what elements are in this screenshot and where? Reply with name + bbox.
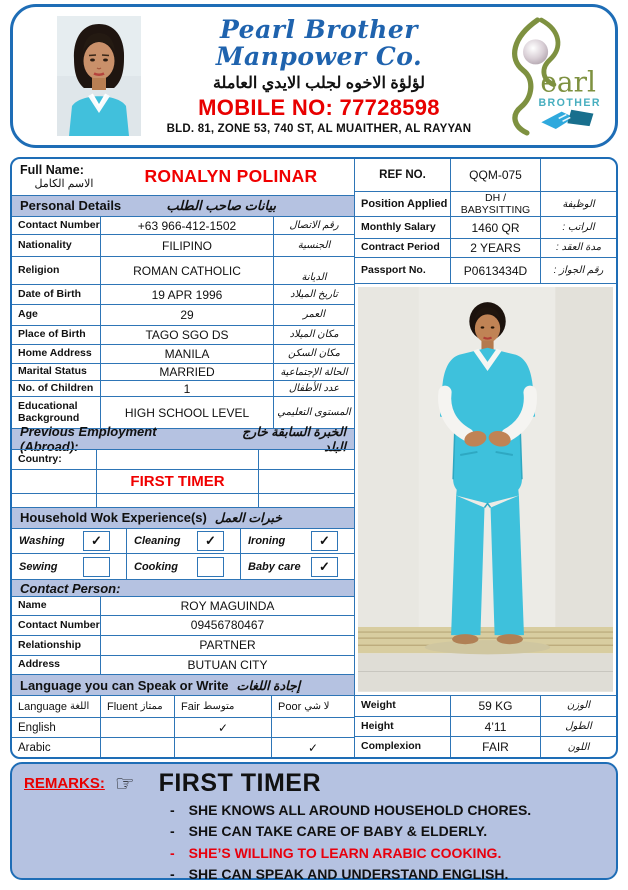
ref-label: REF NO. (379, 169, 426, 182)
table-row (355, 736, 616, 757)
row-value: MANILA (100, 345, 273, 363)
contact-person-title: Contact Person: (20, 580, 121, 596)
row-arabic: العمر (273, 305, 354, 325)
row-arabic: رقم الجواز : (540, 258, 616, 284)
experience-label: Cooking (134, 560, 178, 573)
row-value: DH / BABYSITTING (450, 192, 540, 216)
full-name-label-arabic: الاسم الكامل (34, 178, 94, 191)
arabic-fluent-check (100, 738, 174, 757)
experience-label: Cleaning (134, 535, 181, 547)
household-experience-title: Household Wok Experience(s) (20, 510, 207, 526)
language-name: English (18, 721, 56, 734)
row-arabic: الجنسية (273, 235, 354, 256)
checkbox-cleaning: ✓ (197, 531, 224, 551)
pointing-hand-icon: ☞ (114, 770, 135, 796)
checkbox-washing: ✓ (83, 531, 110, 551)
row-value: 59 KG (450, 696, 540, 716)
main-details-box (10, 157, 618, 759)
checkbox-row (12, 528, 354, 554)
experience-item (12, 529, 126, 554)
mobile-number: MOBILE NO: 77728598 (198, 94, 440, 120)
contact-person-header (12, 579, 354, 596)
row-arabic: مكان السكن (273, 345, 354, 363)
handshake-icon (541, 110, 593, 129)
first-timer-row (12, 469, 354, 493)
row-arabic: مكان الميلاد (273, 326, 354, 344)
row-arabic: الديانة (273, 257, 354, 284)
table-row (12, 216, 354, 235)
country-label: Country: (18, 452, 62, 465)
row-arabic: اللون (540, 737, 616, 757)
experience-item (240, 554, 354, 579)
previous-employment-header (12, 424, 354, 455)
empty-cell (96, 450, 258, 469)
row-arabic: المستوى التعليمي (273, 397, 354, 428)
row-arabic: رقم الاتصال (273, 217, 354, 235)
company-address: BLD. 81, ZONE 53, 740 ST, AL MUAITHER, AL RAYYAN (166, 122, 472, 135)
row-value: MARRIED (100, 364, 273, 381)
languages-title-arabic: إجادة اللغات (236, 678, 301, 693)
row-value: FILIPINO (100, 235, 273, 256)
table-row (12, 344, 354, 363)
row-arabic: الحالة الإجتماعية (273, 364, 354, 381)
experience-label: Ironing (248, 535, 286, 547)
row-label: Home Address (18, 346, 92, 359)
table-row (12, 635, 354, 655)
company-name-arabic: لؤلؤة الاخوه لجلب الايدي العاملة (212, 74, 426, 92)
table-row (355, 238, 616, 257)
previous-employment-title: Previous Employment (Abroad): (20, 424, 157, 455)
languages-title: Language you can Speak or Write (20, 677, 229, 693)
row-label: Contract Period (361, 241, 440, 254)
personal-details-header (12, 195, 354, 216)
row-value: 2 YEARS (450, 239, 540, 257)
full-body-photo (358, 287, 613, 692)
ref-row (355, 159, 616, 191)
row-value: 1 (100, 381, 273, 396)
languages-header (12, 674, 354, 696)
row-label: Passport No. (361, 263, 426, 276)
row-value: PARTNER (100, 636, 354, 655)
row-label: Educational Background (18, 400, 80, 424)
empty-cell (12, 494, 96, 507)
english-poor-check (271, 718, 354, 737)
language-row (12, 737, 354, 757)
language-name: Arabic (18, 741, 51, 754)
row-arabic: مدة العقد : (540, 239, 616, 257)
table-row (12, 363, 354, 381)
row-arabic: الطول (540, 717, 616, 737)
table-row (355, 695, 616, 716)
row-value: 19 APR 1996 (100, 285, 273, 304)
table-row (12, 325, 354, 344)
household-experience-header (12, 507, 354, 528)
row-arabic: الوظيفة (540, 192, 616, 216)
empty-cell (258, 450, 354, 469)
remarks-box (10, 762, 618, 880)
checkbox-sewing (83, 557, 110, 577)
english-fair-check: ✓ (174, 718, 271, 737)
row-value: ROY MAGUINDA (100, 597, 354, 615)
table-row (355, 216, 616, 238)
row-arabic: عدد الأطفال (273, 381, 354, 396)
remarks-title: FIRST TIMER (158, 769, 322, 797)
table-row (12, 256, 354, 284)
empty-cell (258, 470, 354, 493)
remark-item: - SHE CAN TAKE CARE OF BABY & ELDERLY. (170, 823, 488, 840)
table-row (12, 380, 354, 396)
company-logo (497, 14, 605, 138)
row-label: Complexion (361, 740, 422, 753)
row-value: FAIR (450, 737, 540, 757)
arabic-poor-check: ✓ (271, 738, 354, 757)
row-value: HIGH SCHOOL LEVEL (100, 397, 273, 428)
fair-col-header: Fair متوسط (174, 696, 271, 717)
logo-pearl-text: earl (540, 65, 596, 99)
company-name: Pearl Brother Manpower Co. (215, 15, 423, 71)
row-label: Place of Birth (18, 328, 86, 340)
row-label: Nationality (18, 239, 72, 252)
table-row (12, 234, 354, 256)
row-label: Marital Status (18, 365, 87, 378)
table-row (12, 655, 354, 674)
row-label: Religion (18, 263, 60, 276)
row-arabic: تاريخ الميلاد (273, 285, 354, 304)
table-row (12, 284, 354, 304)
arabic-fair-check (174, 738, 271, 757)
table-row (355, 716, 616, 737)
row-label: Age (18, 308, 38, 321)
empty-cell (96, 494, 258, 507)
experience-item (126, 529, 240, 554)
table-row (12, 304, 354, 325)
row-label: Date of Birth (18, 287, 81, 300)
language-row (12, 717, 354, 737)
full-name-label: Full Name: (20, 163, 84, 178)
table-row (355, 257, 616, 284)
full-body-photo-cell (355, 283, 616, 695)
row-value: +63 966-412-1502 (100, 217, 273, 235)
table-row (12, 596, 354, 615)
row-label: Contact Number (18, 618, 100, 631)
row-value: TAGO SGO DS (100, 326, 273, 344)
experience-label: Washing (19, 535, 65, 547)
empty-row (12, 493, 354, 507)
country-row (12, 449, 354, 469)
full-name-value: RONALYN POLINAR (144, 166, 318, 187)
full-name-row (12, 159, 354, 195)
remark-item: - SHE’S WILLING TO LEARN ARABIC COOKING. (170, 844, 502, 861)
logo-brother-text: BROTHER (538, 96, 601, 109)
row-value: 09456780467 (100, 616, 354, 635)
empty-cell (258, 494, 354, 507)
checkbox-row (12, 553, 354, 579)
remarks-label: REMARKS: (24, 775, 105, 792)
remarks-bullets (170, 800, 604, 885)
table-row (12, 615, 354, 635)
empty-cell (12, 470, 96, 493)
row-label: Weight (361, 699, 396, 712)
row-label: Height (361, 719, 394, 732)
table-row (355, 191, 616, 216)
checkbox-ironing: ✓ (311, 531, 338, 551)
row-label: Monthly Salary (361, 220, 436, 233)
empty-cell (540, 159, 616, 191)
personal-details-title-arabic: بيانات صاحب الطلب (166, 197, 276, 213)
row-value: 29 (100, 305, 273, 325)
row-value: BUTUAN CITY (100, 656, 354, 674)
left-column (12, 159, 355, 757)
row-value: ROMAN CATHOLIC (100, 257, 273, 284)
personal-details-title: Personal Details (20, 198, 122, 214)
row-label: Address (18, 657, 61, 670)
experience-item (126, 554, 240, 579)
english-fluent-check (100, 718, 174, 737)
right-column (355, 159, 616, 757)
row-label: Contact Number (18, 218, 100, 231)
language-col-header: Language اللغة (18, 700, 90, 713)
row-value: P0613434D (450, 258, 540, 284)
checkbox-cooking (197, 557, 224, 577)
row-arabic: الوزن (540, 696, 616, 716)
experience-item (240, 529, 354, 554)
header-text-block (141, 17, 497, 135)
household-experience-title-arabic: خبرات العمل (214, 511, 282, 526)
row-arabic: الراتب : (540, 217, 616, 238)
language-table-header (12, 695, 354, 717)
previous-employment-title-arabic: الخبرة السابقة خارج البلد (242, 425, 346, 455)
experience-item (12, 554, 126, 579)
experience-label: Baby care (248, 560, 301, 573)
headshot-photo (57, 16, 141, 136)
ref-value: QQM-075 (450, 159, 540, 191)
row-label: No. of Children (18, 382, 94, 395)
row-value: 4’11 (450, 717, 540, 737)
header-banner (10, 4, 618, 148)
row-label: Relationship (18, 638, 82, 651)
row-label: Name (18, 599, 47, 612)
poor-col-header: Poor لا شي (271, 696, 354, 717)
row-value: 1460 QR (450, 217, 540, 238)
fluent-col-header: Fluent ممتاز (100, 696, 174, 717)
remark-item: - SHE CAN SPEAK AND UNDERSTAND ENGLISH. (170, 865, 509, 882)
first-timer-value: FIRST TIMER (96, 470, 258, 493)
row-label: Position Applied (361, 198, 448, 211)
pearl-icon (523, 39, 548, 64)
experience-label: Sewing (19, 560, 58, 573)
remark-item: - SHE KNOWS ALL AROUND HOUSEHOLD CHORES. (170, 802, 532, 818)
checkbox-babycare: ✓ (311, 557, 338, 577)
